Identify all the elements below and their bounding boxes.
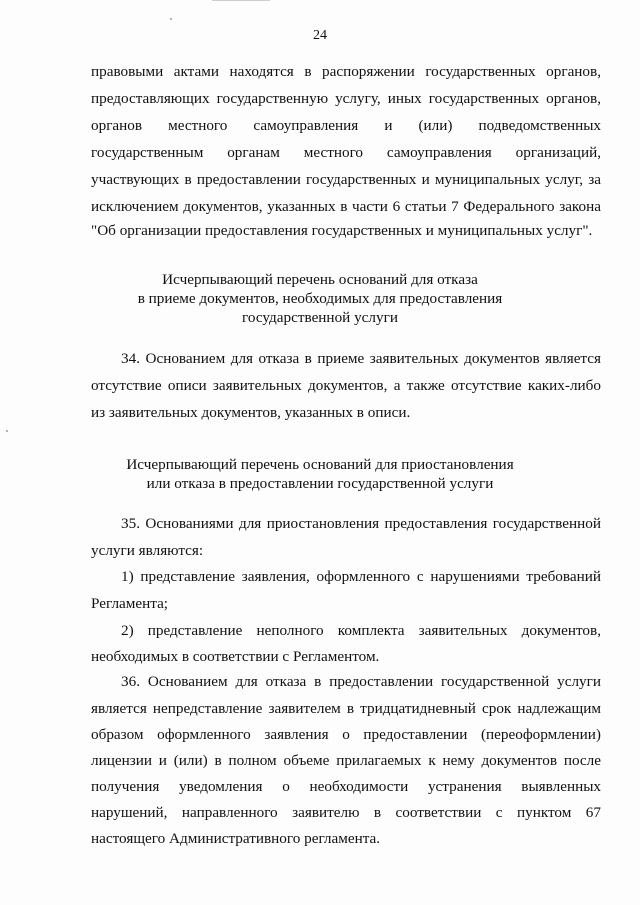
section-heading: Исчерпывающий перечень оснований для приостановления	[126, 456, 514, 473]
text-line: лицензии и (или) в полном объеме прилагаемых к нему документов после	[91, 752, 601, 769]
text-line: государственным органам местного самоуправления организаций,	[91, 144, 601, 161]
text-line: органов местного самоуправления и (или) подведомственных	[91, 117, 601, 134]
scan-edge-mark	[212, 0, 270, 1]
text-line: 1) представление заявления, оформленного с нарушениями требований	[121, 568, 601, 585]
scan-speck	[6, 430, 8, 432]
section-heading: в приеме документов, необходимых для предоставления	[137, 290, 503, 307]
text-line: правовыми актами находятся в распоряжении государственных органов,	[91, 63, 601, 80]
text-line: Регламента;	[91, 595, 169, 612]
text-line: необходимых в соответствии с Регламентом.	[91, 648, 380, 665]
text-line: исключением документов, указанных в части 6 статьи 7 Федерального закона	[91, 198, 601, 215]
text-line: 34. Основанием для отказа в приеме заявительных документов является	[121, 350, 601, 367]
scan-speck	[170, 18, 172, 20]
text-line: 36. Основанием для отказа в предоставлении государственной услуги	[121, 673, 601, 690]
page-number: 24	[313, 28, 327, 43]
section-heading: Исчерпывающий перечень оснований для отказа	[162, 271, 478, 288]
text-line: 2) представление неполного комплекта заявительных документов,	[121, 622, 601, 639]
text-line: из заявительных документов, указанных в описи.	[91, 404, 411, 421]
text-line: нарушений, направленного заявителю в соответствии с пунктом 67	[91, 804, 601, 821]
text-line: является непредставление заявителем в тридцатидневный срок надлежащим	[91, 700, 601, 717]
text-line: настоящего Административного регламента.	[91, 830, 381, 847]
section-heading: государственной услуги	[242, 309, 398, 326]
text-line: участвующих в предоставлении государственных и муниципальных услуг, за	[91, 171, 601, 188]
text-line: 35. Основаниями для приостановления предоставления государственной	[121, 515, 601, 532]
text-line: образом оформленного заявления о предоставлении (переоформлении)	[91, 726, 601, 743]
text-line: отсутствие описи заявительных документов, а также отсутствие каких-либо	[91, 377, 601, 394]
text-line: "Об организации предоставления государственных и муниципальных услуг".	[91, 222, 593, 239]
text-line: услуги являются:	[91, 542, 204, 559]
text-line: предоставляющих государственную услугу, иных государственных органов,	[91, 90, 601, 107]
section-heading: или отказа в предоставлении государственной услуги	[146, 475, 494, 492]
text-line: получения уведомления о необходимости устранения выявленных	[91, 778, 601, 795]
